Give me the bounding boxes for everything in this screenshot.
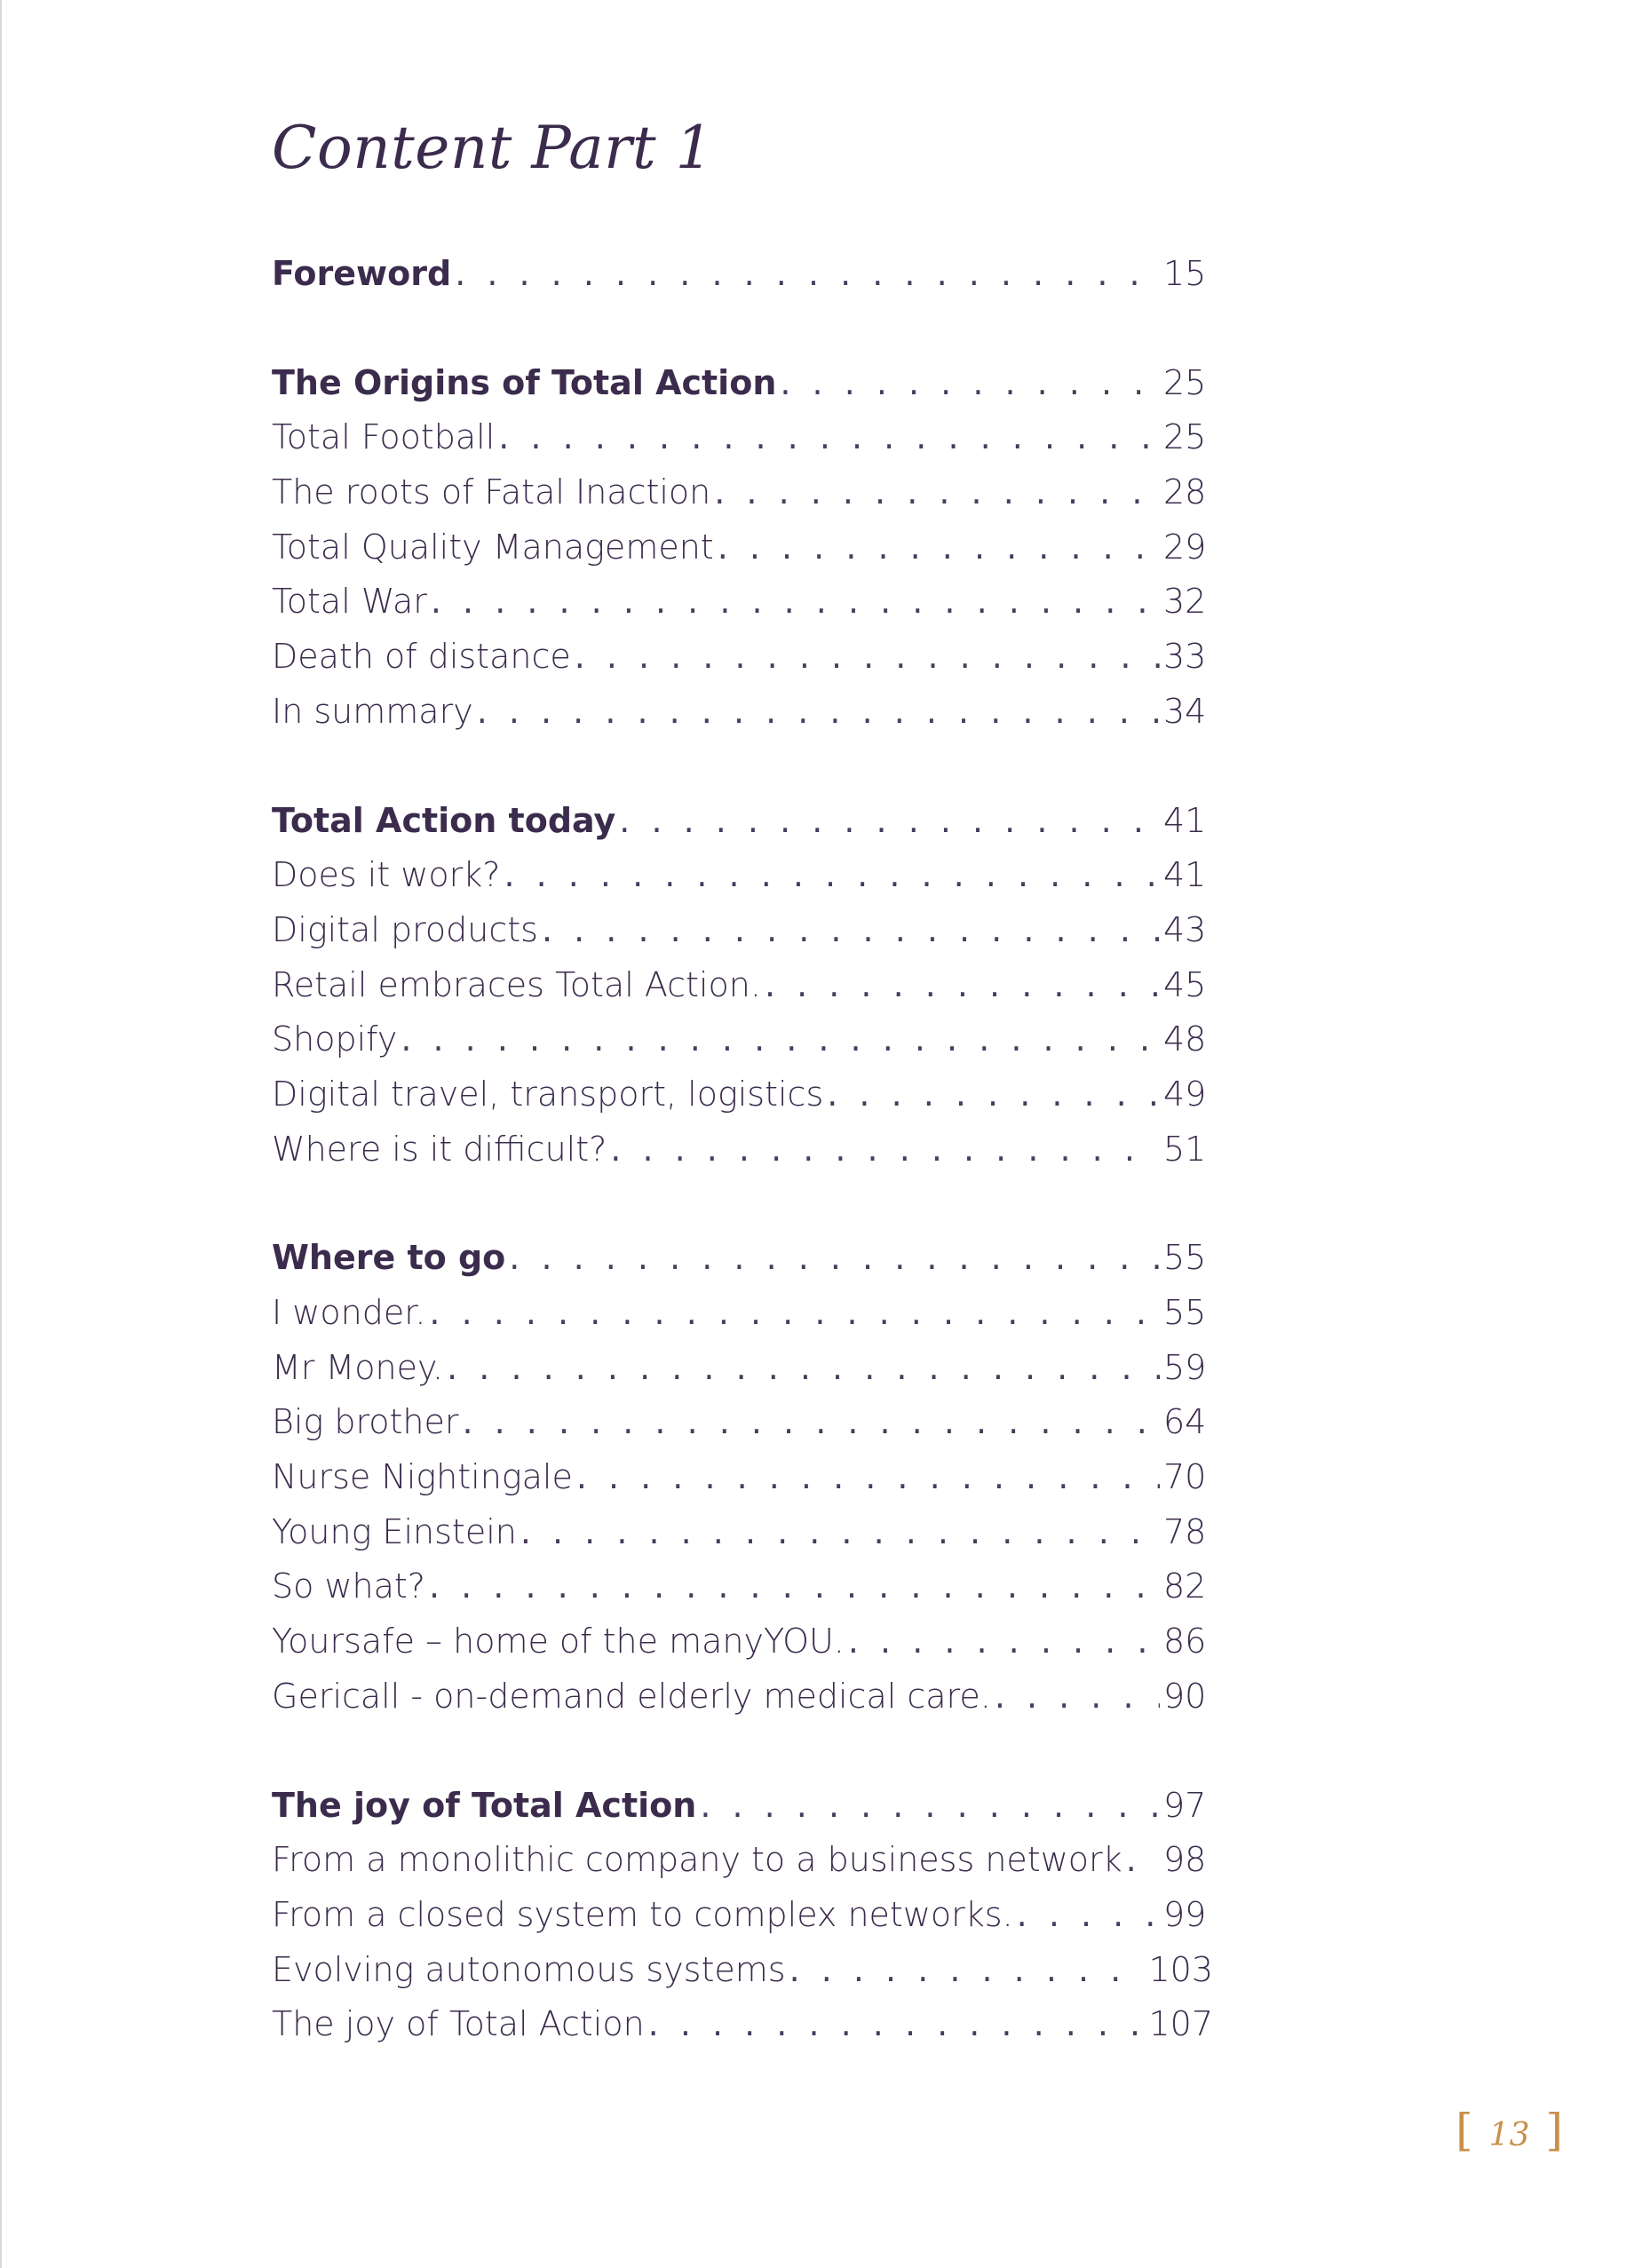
toc-entry-label: Retail embraces Total Action.: [272, 964, 761, 1004]
toc-entry-label: Shopify: [272, 1019, 398, 1059]
toc-section-heading[interactable]: [272, 1779, 1213, 1834]
dot-leader: [542, 903, 1160, 958]
dot-leader: [447, 1341, 1160, 1396]
toc-entry-label: Total War: [272, 582, 427, 622]
toc-entry-label: Evolving autonomous systems: [272, 1949, 786, 1989]
toc-entry[interactable]: [272, 1833, 1213, 1888]
toc-entry-page: 51: [1163, 1129, 1207, 1169]
toc-entry-page: 98: [1163, 1840, 1207, 1880]
dot-leader: [995, 1669, 1160, 1725]
toc-entry-label: So what?: [272, 1566, 425, 1606]
dot-leader: [827, 1067, 1160, 1122]
toc-entry[interactable]: [272, 958, 1213, 1013]
toc-entry-page: 34: [1163, 691, 1207, 731]
table-of-contents: [272, 247, 1213, 2106]
dot-leader: [455, 247, 1160, 302]
toc-entry-label: The Origins of Total Action: [272, 362, 777, 402]
toc-entry-page: 90: [1163, 1676, 1207, 1716]
dot-leader: [1126, 1833, 1160, 1888]
toc-section-heading[interactable]: [272, 794, 1213, 849]
toc-entry-page: 48: [1163, 1019, 1207, 1059]
toc-section: [272, 247, 1213, 302]
dot-leader: [509, 1231, 1160, 1286]
page-title: Content Part 1: [272, 114, 714, 182]
dot-leader: [429, 1559, 1160, 1614]
toc-entry-page: 41: [1163, 855, 1207, 895]
dot-leader: [1017, 1888, 1160, 1943]
toc-entry[interactable]: [272, 848, 1213, 903]
toc-entry-page: 15: [1163, 254, 1207, 293]
dot-leader: [789, 1943, 1146, 1998]
toc-entry[interactable]: [272, 1450, 1213, 1505]
toc-entry-page: 29: [1163, 527, 1207, 567]
dot-leader: [429, 1286, 1160, 1341]
toc-entry-page: 32: [1163, 582, 1207, 622]
dot-leader: [714, 465, 1160, 520]
toc-entry-label: The joy of Total Action: [272, 1785, 697, 1825]
toc-entry-label: Nurse Nightingale: [272, 1457, 573, 1497]
toc-entry-page: 43: [1163, 909, 1207, 949]
toc-section: [272, 356, 1213, 740]
toc-entry-page: 103: [1148, 1949, 1213, 1989]
toc-entry-label: Gericall - on-demand elderly medical care.: [272, 1676, 991, 1716]
toc-section: [272, 794, 1213, 1178]
toc-entry-page: 49: [1163, 1074, 1207, 1114]
toc-entry[interactable]: [272, 1888, 1213, 1943]
page-number: [1456, 2105, 1563, 2156]
toc-entry-label: Where to go: [272, 1238, 506, 1278]
toc-section-heading[interactable]: [272, 356, 1213, 411]
toc-entry-label: Death of distance: [272, 637, 571, 677]
toc-entry[interactable]: [272, 630, 1213, 685]
toc-entry[interactable]: [272, 1669, 1213, 1725]
toc-entry-label: Digital travel, transport, logistics: [272, 1074, 824, 1114]
toc-entry[interactable]: [272, 1997, 1213, 2052]
dot-leader: [765, 958, 1160, 1013]
dot-leader: [576, 1450, 1160, 1505]
toc-entry-page: 70: [1163, 1457, 1207, 1497]
toc-entry-label: Mr Money.: [272, 1347, 444, 1387]
toc-entry-label: In summary: [272, 691, 473, 731]
dot-leader: [477, 685, 1160, 740]
toc-section: [272, 1231, 1213, 1724]
toc-entry-label: Young Einstein: [272, 1511, 517, 1551]
toc-entry[interactable]: [272, 1943, 1213, 1998]
toc-entry-page: 25: [1163, 417, 1207, 457]
toc-entry-label: The roots of Fatal Inaction: [272, 472, 711, 512]
dot-leader: [498, 410, 1160, 465]
toc-entry-page: 99: [1163, 1894, 1207, 1934]
toc-entry-page: 59: [1163, 1347, 1207, 1387]
toc-entry-page: 78: [1163, 1511, 1207, 1551]
toc-entry-label: From a monolithic company to a business network: [272, 1840, 1122, 1880]
dot-leader: [520, 1505, 1160, 1560]
toc-entry-label: Total Football: [272, 417, 496, 457]
toc-entry-label: Yoursafe – home of the manyYOU.: [272, 1622, 845, 1661]
toc-entry-label: The joy of Total Action: [272, 2004, 645, 2044]
dot-leader: [431, 575, 1160, 630]
toc-entry[interactable]: [272, 1067, 1213, 1122]
toc-entry-page: 55: [1163, 1238, 1207, 1278]
toc-entry-page: 64: [1163, 1402, 1207, 1442]
toc-entry-label: Big brother: [272, 1402, 459, 1442]
toc-entry-label: From a closed system to complex networks.: [272, 1894, 1013, 1934]
toc-entry[interactable]: [272, 1505, 1213, 1560]
dot-leader: [848, 1614, 1160, 1669]
toc-entry[interactable]: [272, 1559, 1213, 1614]
toc-section: [272, 1779, 1213, 2052]
toc-entry-label: I wonder.: [272, 1293, 426, 1332]
toc-entry-label: Digital products: [272, 909, 538, 949]
dot-leader: [462, 1395, 1160, 1450]
toc-section-heading[interactable]: [272, 247, 1213, 302]
toc-entry-page: 55: [1163, 1293, 1207, 1332]
toc-section-heading[interactable]: [272, 1231, 1213, 1286]
toc-entry-label: Total Action today: [272, 800, 616, 840]
toc-entry[interactable]: [272, 1614, 1213, 1669]
toc-entry-page: 86: [1163, 1622, 1207, 1661]
dot-leader: [780, 356, 1160, 411]
toc-entry-page: 41: [1163, 800, 1207, 840]
toc-entry[interactable]: [272, 465, 1213, 520]
toc-entry-page: 107: [1148, 2004, 1213, 2044]
dot-leader: [504, 848, 1160, 903]
toc-entry-label: Foreword: [272, 254, 452, 293]
toc-entry[interactable]: [272, 1341, 1213, 1396]
toc-entry[interactable]: [272, 685, 1213, 740]
toc-entry[interactable]: [272, 520, 1213, 575]
dot-leader: [610, 1122, 1160, 1178]
page-edge: [0, 0, 2, 2268]
toc-entry-label: Where is it difficult?: [272, 1129, 607, 1169]
dot-leader: [401, 1012, 1160, 1067]
toc-entry-label: Total Quality Management: [272, 527, 714, 567]
dot-leader: [575, 630, 1160, 685]
dot-leader: [648, 1997, 1146, 2052]
toc-entry[interactable]: [272, 575, 1213, 630]
page-number-value: 13: [1488, 2117, 1530, 2153]
page-number-open-bracket: [: [1456, 2105, 1473, 2156]
toc-entry[interactable]: [272, 903, 1213, 958]
toc-entry-page: 82: [1163, 1566, 1207, 1606]
toc-entry-page: 33: [1163, 637, 1207, 677]
toc-entry-page: 45: [1163, 964, 1207, 1004]
toc-entry-label: Does it work?: [272, 855, 501, 895]
toc-entry[interactable]: [272, 410, 1213, 465]
dot-leader: [718, 520, 1160, 575]
toc-entry[interactable]: [272, 1286, 1213, 1341]
dot-leader: [619, 794, 1160, 849]
toc-entry[interactable]: [272, 1012, 1213, 1067]
toc-entry[interactable]: [272, 1122, 1213, 1178]
page-number-close-bracket: ]: [1545, 2105, 1563, 2156]
toc-entry-page: 97: [1163, 1785, 1207, 1825]
toc-entry-page: 25: [1163, 362, 1207, 402]
toc-entry[interactable]: [272, 1395, 1213, 1450]
dot-leader: [700, 1779, 1160, 1834]
toc-entry-page: 28: [1163, 472, 1207, 512]
